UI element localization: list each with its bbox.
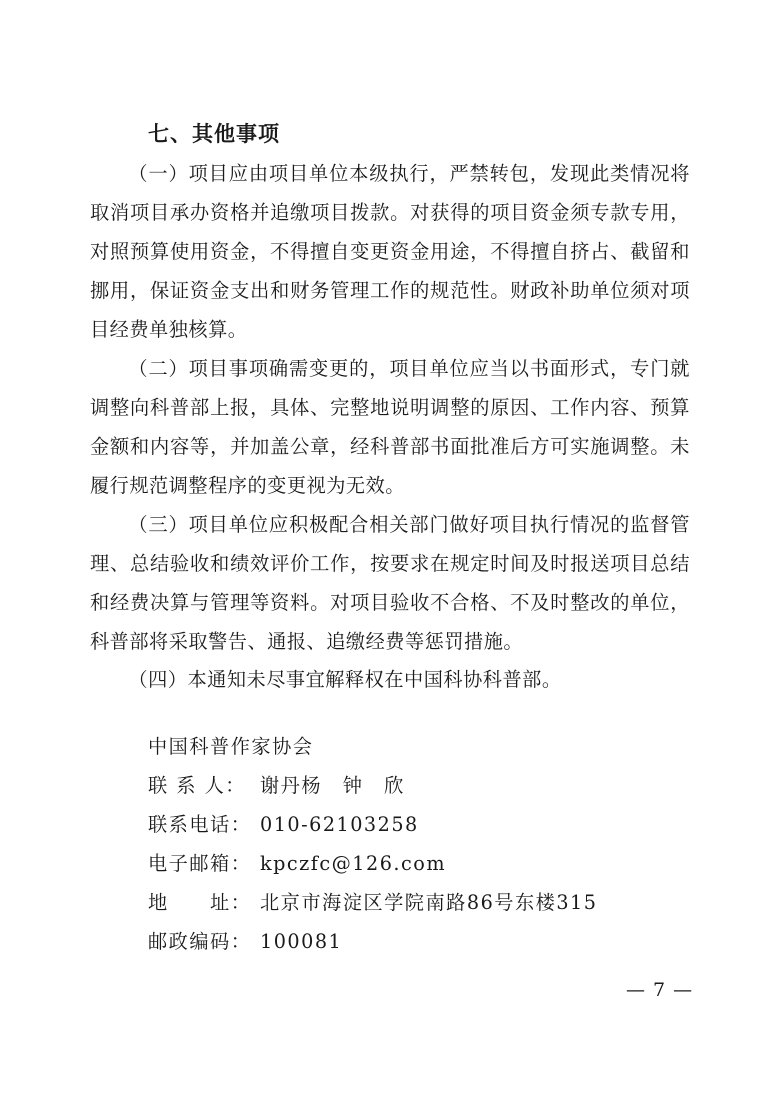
contact-email-line [148,844,668,883]
contact-address-line [148,883,668,922]
paragraph-3: （三）项目单位应积极配合相关部门做好项目执行情况的监督管理、总结验收和绩效评价工作，按要求在规定时间及时报送项目总结和经费决算与管理等资料。对项目验收不合格、不及时整改的单位，科普部将采取警告、通报、追缴经费等惩罚措施。 [90,513,690,653]
section-heading: 七、其他事项 [148,122,280,146]
paragraph-2: （二）项目事项确需变更的，项目单位应当以书面形式，专门就调整向科普部上报，具体、完整地说明调整的原因、工作内容、预算金额和内容等，并加盖公章，经科普部书面批准后方可实施调整。未履行规范调整程序的变更视为无效。 [90,357,690,497]
paragraph-4: （四）本通知未尽事宜解释权在中国科协科普部。 [128,668,562,691]
contact-address-label: 地 址： [148,891,252,914]
contact-phone-value: 010-62103258 [260,813,419,836]
contact-email-label: 电子邮箱： [148,852,252,875]
contact-address-value: 北京市海淀区学院南路86号东楼315 [260,891,598,914]
contact-person-line [148,766,668,805]
contact-postcode-label: 邮政编码： [148,930,252,953]
contact-block [148,727,668,961]
contact-organization: 中国科普作家协会 [148,735,314,758]
contact-phone-label: 联系电话： [148,813,252,836]
paragraph-1: （一）项目应由项目单位本级执行，严禁转包，发现此类情况将取消项目承办资格并追缴项目拨款。对获得的项目资金须专款专用，对照预算使用资金，不得擅自变更资金用途，不得擅自挤占、截留和挪用，保证资金支出和财务管理工作的规范性。财政补助单位须对项目经费单独核算。 [90,162,690,341]
contact-person-label: 联 系 人： [148,774,246,797]
contact-email-value: kpczfc@126.com [260,852,447,875]
contact-person-value: 谢丹杨 钟 欣 [260,774,405,797]
contact-postcode-line [148,922,668,961]
contact-phone-line [148,805,668,844]
contact-postcode-value: 100081 [260,930,343,953]
page-number: — 7 — [626,979,694,1001]
